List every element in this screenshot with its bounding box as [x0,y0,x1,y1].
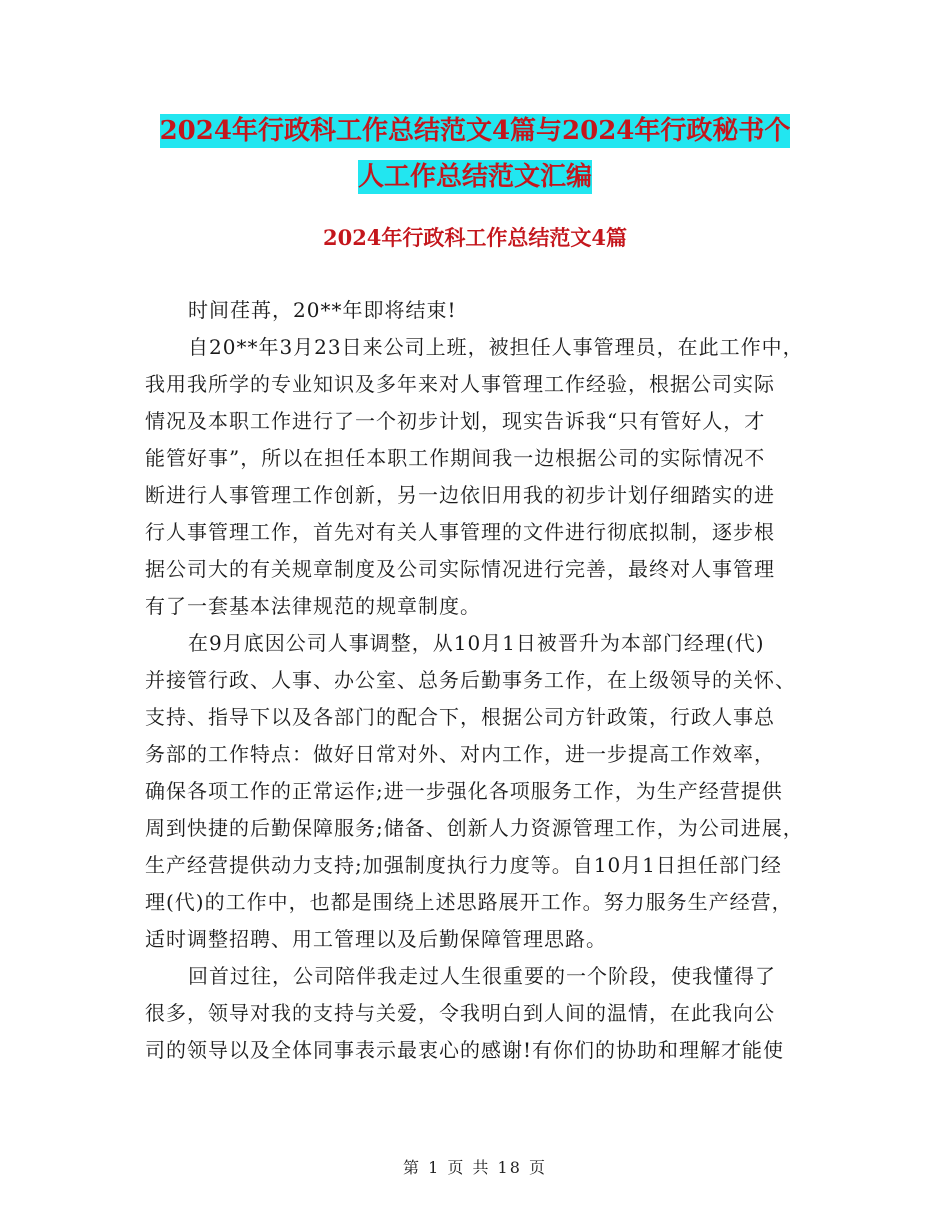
paragraph-line: 自20**年3月23日来公司上班，被担任人事管理员，在此工作中， [188,335,804,359]
paragraph-line: 情况及本职工作进行了一个初步计划，现实告诉我“只有管好人，才 [145,409,766,433]
page-footer: 第 1 页 共 18 页 [403,1158,547,1177]
paragraph-line: 很多，领导对我的支持与关爱，令我明白到人间的温情，在此我向公 [145,1001,775,1025]
title-highlight-1: 2024年行政科工作总结范文4篇与2024年行政秘书个 [159,116,791,146]
paragraph-line: 务部的工作特点：做好日常对外、对内工作，进一步提高工作效率， [145,742,775,766]
paragraph-line: 司的领导以及全体同事表示最衷心的感谢!有你们的协助和理解才能使 [145,1038,785,1062]
paragraph-line: 我用我所学的专业知识及多年来对人事管理工作经验，根据公司实际 [145,372,775,396]
paragraph-line: 生产经营提供动力支持;加强制度执行力度等。自10月1日担任部门经 [145,853,782,877]
paragraph-line: 断进行人事管理工作创新，另一边依旧用我的初步计划仔细踏实的进 [145,483,775,507]
paragraph-line: 行人事管理工作，首先对有关人事管理的文件进行彻底拟制，逐步根 [145,520,775,544]
paragraph-line: 适时调整招聘、用工管理以及后勤保障管理思路。 [145,927,607,951]
paragraph-line: 据公司大的有关规章制度及公司实际情况进行完善，最终对人事管理 [145,557,775,581]
paragraph-line: 理(代)的工作中，也都是围绕上述思路展开工作。努力服务生产经营， [145,890,793,914]
paragraph-line: 能管好事”，所以在担任本职工作期间我一边根据公司的实际情况不 [145,446,766,470]
paragraph-line: 时间荏苒，20**年即将结束! [188,298,457,322]
paragraph-line: 确保各项工作的正常运作;进一步强化各项服务工作，为生产经营提供 [145,779,783,803]
document-title-line-2 [0,157,950,197]
document-title-line-1 [0,111,950,151]
title-highlight-2: 人工作总结范文汇编 [357,162,592,192]
paragraph-line: 有了一套基本法律规范的规章制度。 [145,594,481,618]
paragraph-line: 支持、指导下以及各部门的配合下，根据公司方针政策，行政人事总 [145,705,775,729]
paragraph-line: 回首过往，公司陪伴我走过人生很重要的一个阶段，使我懂得了 [188,964,776,988]
paragraph-line: 在9月底因公司人事调整，从10月1日被晋升为本部门经理(代) [188,631,765,655]
section-heading: 2024年行政科工作总结范文4篇 [322,225,628,250]
paragraph-line: 并接管行政、人事、办公室、总务后勤事务工作，在上级领导的关怀、 [145,668,796,692]
paragraph-line: 周到快捷的后勤保障服务;储备、创新人力资源管理工作，为公司进展， [145,816,804,840]
